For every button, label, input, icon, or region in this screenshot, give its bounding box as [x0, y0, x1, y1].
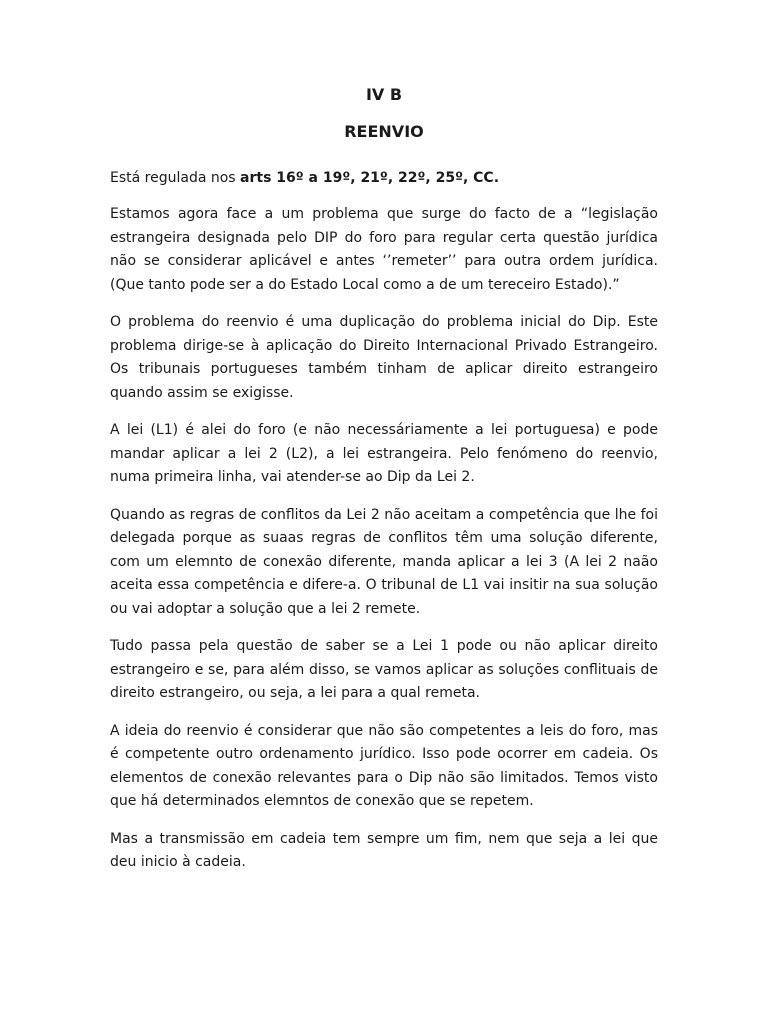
- intro-prefix: Está regulada nos: [110, 170, 241, 186]
- paragraph-1: Estamos agora face a um problema que surge do facto de a “legislação estrangeira designada pelo DIP do foro para regular certa questão jurídica não se considerar aplicável e antes ‘’remeter’’ para outra ordem jurídica. (Que tanto pode ser a do Estado Local como a de um tereceiro Estado).”: [110, 206, 658, 293]
- section-heading: IV B: [365, 85, 403, 104]
- topic-heading: REENVIO: [344, 122, 424, 141]
- document-page: [110, 84, 658, 875]
- intro-line: [110, 167, 658, 189]
- intro-articles: arts 16º a 19º, 21º, 22º, 25º, CC.: [240, 170, 500, 186]
- paragraph-7: Mas a transmissão em cadeia tem sempre um fim, nem que seja a lei que deu inicio à cadeia.: [110, 830, 658, 870]
- paragraph-3: A lei (L1) é alei do foro (e não necessáriamente a lei portuguesa) e pode mandar aplicar a lei 2 (L2), a lei estrangeira. Pelo fenómeno do reenvio, numa primeira linha, vai atender-se ao Dip da Lei 2.: [110, 422, 658, 485]
- paragraph-5: Tudo passa pela questão de saber se a Lei 1 pode ou não aplicar direito estrangeiro e se, para além disso, se vamos aplicar as soluções conflituais de direito estrangeiro, ou seja, a lei para a qual remeta.: [110, 638, 658, 701]
- paragraph-4: Quando as regras de conflitos da Lei 2 não aceitam a competência que lhe foi delegada porque as suaas regras de conflitos têm uma solução diferente, com um elemnto de conexão diferente, manda aplicar a lei 3 (A lei 2 naão aceita essa competência e difere-a. O tribunal de L1 vai insitir na sua solução ou vai adoptar a solução que a lei 2 remete.: [110, 506, 658, 617]
- paragraph-2: O problema do reenvio é uma duplicação do problema inicial do Dip. Este problema dirige-se à aplicação do Direito Internacional Privado Estrangeiro. Os tribunais portugueses também tinham de aplicar direito estrangeiro quando assim se exigisse.: [110, 314, 658, 401]
- paragraph-6: A ideia do reenvio é considerar que não são competentes a leis do foro, mas é competente outro ordenamento jurídico. Isso pode ocorrer em cadeia. Os elementos de conexão relevantes para o Dip não são limitados. Temos visto que há determinados elemntos de conexão que se repetem.: [110, 722, 658, 809]
